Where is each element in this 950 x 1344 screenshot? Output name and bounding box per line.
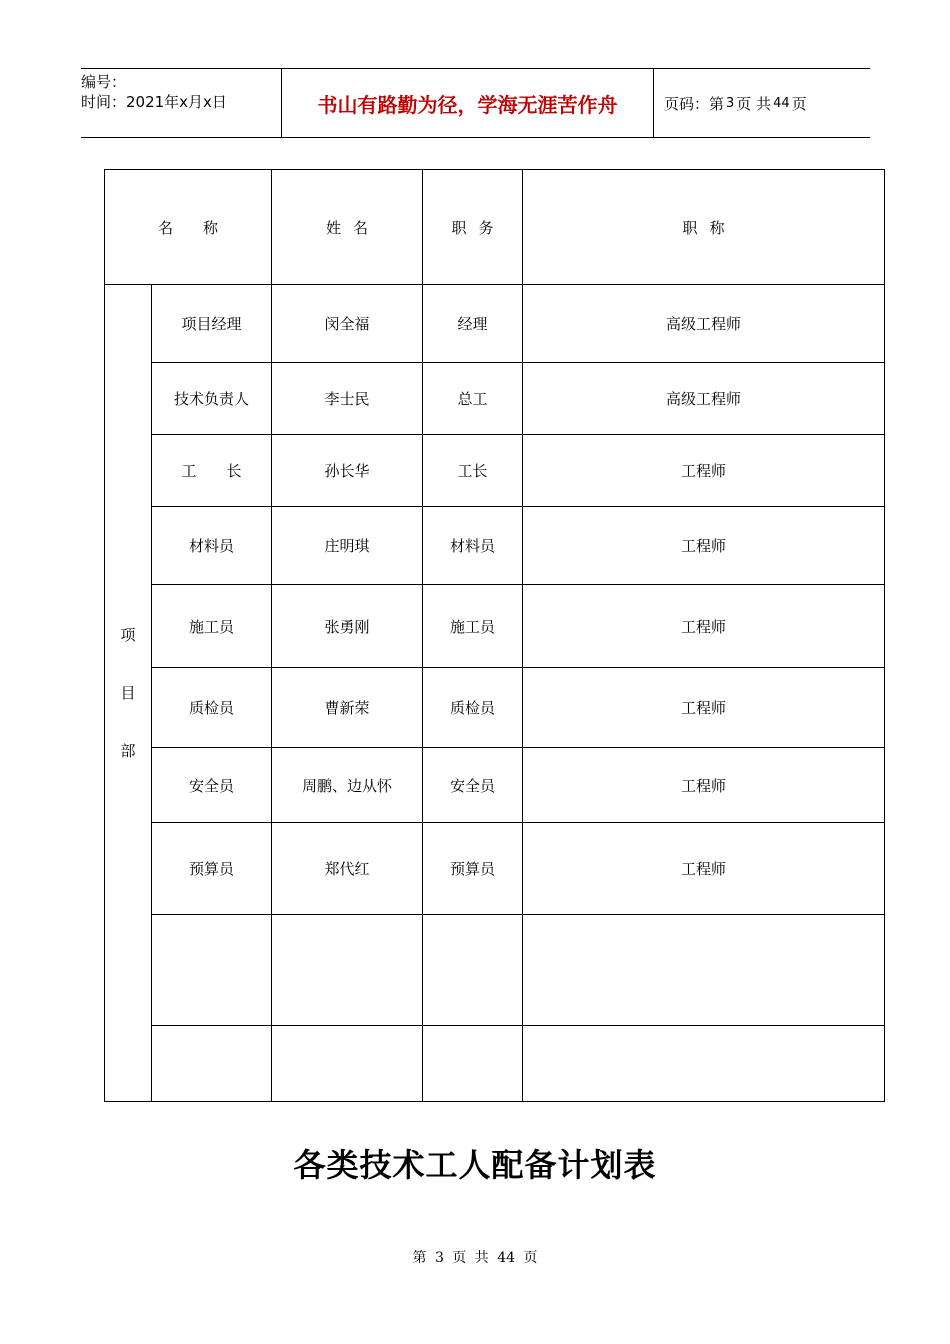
page-header (81, 68, 870, 138)
title-cell: 高级工程师 (523, 285, 885, 363)
page-prefix: 页码：第 (664, 94, 725, 113)
position-cell (152, 1026, 272, 1102)
title-cell: 工程师 (523, 507, 885, 585)
title-cell: 工程师 (523, 435, 885, 507)
department-cell: 项目部 (105, 285, 152, 1102)
duty-cell: 安全员 (423, 748, 523, 823)
duty-cell: 预算员 (423, 823, 523, 915)
table-row (105, 668, 885, 748)
header-motto: 书山有路勤为径，学海无涯苦作舟 (281, 69, 654, 137)
title-cell: 工程师 (523, 823, 885, 915)
person-cell: 庄明琪 (272, 507, 423, 585)
page-footer: 第 3 页 共 44 页 (412, 1250, 538, 1266)
position-cell: 技术负责人 (152, 363, 272, 435)
person-cell: 孙长华 (272, 435, 423, 507)
header-meta (81, 69, 281, 137)
table-row (105, 435, 885, 507)
header-cell-duty: 职务 (423, 170, 523, 285)
table-row (105, 585, 885, 668)
person-cell: 郑代红 (272, 823, 423, 915)
duty-cell: 材料员 (423, 507, 523, 585)
page-total: 44 (773, 95, 790, 111)
table-header-row (105, 170, 885, 285)
duty-cell: 经理 (423, 285, 523, 363)
page-current: 3 (726, 95, 735, 111)
duty-cell: 总工 (423, 363, 523, 435)
position-cell (152, 915, 272, 1026)
table-row (105, 363, 885, 435)
document-number-label: 编号： (81, 73, 127, 91)
person-cell (272, 1026, 423, 1102)
header-cell-title: 职称 (523, 170, 885, 285)
table-row (105, 915, 885, 1026)
duty-cell: 工长 (423, 435, 523, 507)
person-cell: 周鹏、边从怀 (272, 748, 423, 823)
position-cell: 施工员 (152, 585, 272, 668)
person-cell: 曹新荣 (272, 668, 423, 748)
title-cell: 工程师 (523, 668, 885, 748)
page-suffix: 页 (791, 94, 807, 113)
position-cell: 材料员 (152, 507, 272, 585)
staff-table (104, 169, 885, 1102)
position-cell: 预算员 (152, 823, 272, 915)
table-row (105, 748, 885, 823)
duty-cell (423, 915, 523, 1026)
title-cell: 工程师 (523, 748, 885, 823)
document-date-label: 时间：2021年x月x日 (81, 93, 227, 111)
duty-cell: 施工员 (423, 585, 523, 668)
position-cell: 质检员 (152, 668, 272, 748)
person-cell (272, 915, 423, 1026)
table-row (105, 1026, 885, 1102)
section-title: 各类技术工人配备计划表 (293, 1146, 657, 1184)
position-cell: 工 长 (152, 435, 272, 507)
title-cell (523, 1026, 885, 1102)
header-page-number (654, 69, 870, 137)
title-cell (523, 915, 885, 1026)
duty-cell: 质检员 (423, 668, 523, 748)
page-mid: 页 共 (736, 94, 772, 113)
person-cell: 闵全福 (272, 285, 423, 363)
table-row (105, 285, 885, 363)
table-row (105, 507, 885, 585)
header-cell-person: 姓名 (272, 170, 423, 285)
position-cell: 项目经理 (152, 285, 272, 363)
title-cell: 高级工程师 (523, 363, 885, 435)
position-cell: 安全员 (152, 748, 272, 823)
title-cell: 工程师 (523, 585, 885, 668)
header-cell-name: 名 称 (105, 170, 272, 285)
person-cell: 张勇刚 (272, 585, 423, 668)
duty-cell (423, 1026, 523, 1102)
person-cell: 李士民 (272, 363, 423, 435)
table-row (105, 823, 885, 915)
